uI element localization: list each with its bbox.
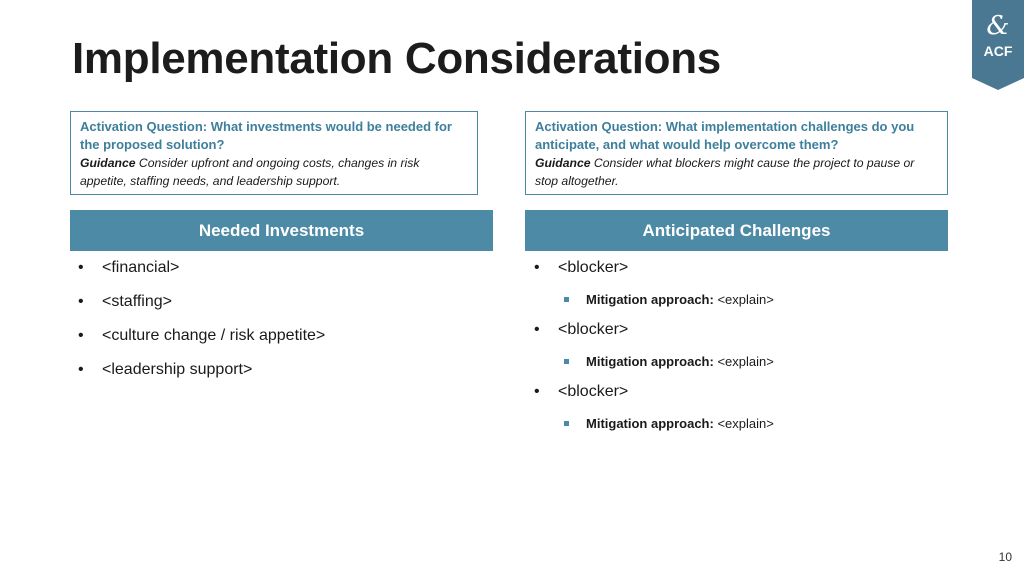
page-title: Implementation Considerations xyxy=(72,34,721,83)
list-item xyxy=(78,327,326,361)
list-item xyxy=(586,292,774,323)
list-item xyxy=(586,416,774,447)
logo-symbol: & xyxy=(986,11,1010,41)
bullet-icon: • xyxy=(78,327,84,344)
list-item xyxy=(534,259,774,290)
logo-text: ACF xyxy=(983,43,1013,59)
blocker-item: <blocker> xyxy=(558,321,629,338)
square-bullet-icon xyxy=(564,421,569,426)
bullet-icon: • xyxy=(534,321,540,338)
list-item xyxy=(534,383,774,414)
bullet-icon: • xyxy=(534,259,540,276)
right-guidance xyxy=(535,154,938,190)
mitigation-label: Mitigation approach: xyxy=(586,416,714,431)
list-item xyxy=(78,259,325,293)
investment-item: <culture change / risk appetite> xyxy=(102,327,326,344)
list-item xyxy=(534,321,774,352)
left-activation-question: Activation Question: What investments would be needed for the proposed solution? xyxy=(80,119,452,152)
bullet-icon: • xyxy=(78,361,84,378)
investment-item: <financial> xyxy=(102,259,180,276)
mitigation-label: Mitigation approach: xyxy=(586,354,714,369)
right-guidance-text: Consider what blockers might cause the project to pause or stop altogether. xyxy=(535,156,915,188)
investment-item: <leadership support> xyxy=(102,361,253,378)
anticipated-challenges-list xyxy=(534,259,774,445)
list-item xyxy=(586,354,774,385)
mitigation-value: <explain> xyxy=(713,354,774,369)
square-bullet-icon xyxy=(564,359,569,364)
needed-investments-header: Needed Investments xyxy=(70,210,493,251)
square-bullet-icon xyxy=(564,297,569,302)
bullet-icon: • xyxy=(78,259,84,276)
left-guidance-label: Guidance xyxy=(80,156,136,170)
right-activation-question: Activation Question: What implementation challenges do you anticipate, and what would help overcome them? xyxy=(535,119,915,152)
right-guidance-label: Guidance xyxy=(535,156,591,170)
left-guidance xyxy=(80,154,468,190)
mitigation-value: <explain> xyxy=(713,292,774,307)
investment-item: <staffing> xyxy=(102,293,172,310)
left-activation-question-box xyxy=(70,111,478,195)
list-item xyxy=(78,293,325,327)
right-activation-question-box xyxy=(525,111,948,195)
bullet-icon: • xyxy=(78,293,84,310)
list-item xyxy=(78,361,325,395)
bullet-icon: • xyxy=(534,383,540,400)
anticipated-challenges-header: Anticipated Challenges xyxy=(525,210,948,251)
acf-logo-badge xyxy=(972,0,1024,90)
needed-investments-list xyxy=(78,259,326,395)
left-guidance-text: Consider upfront and ongoing costs, changes in risk appetite, staffing needs, and leadership support. xyxy=(80,156,420,188)
page-number: 10 xyxy=(998,550,1012,564)
blocker-item: <blocker> xyxy=(558,383,629,400)
mitigation-label: Mitigation approach: xyxy=(586,292,714,307)
blocker-item: <blocker> xyxy=(558,259,629,276)
mitigation-value: <explain> xyxy=(713,416,774,431)
